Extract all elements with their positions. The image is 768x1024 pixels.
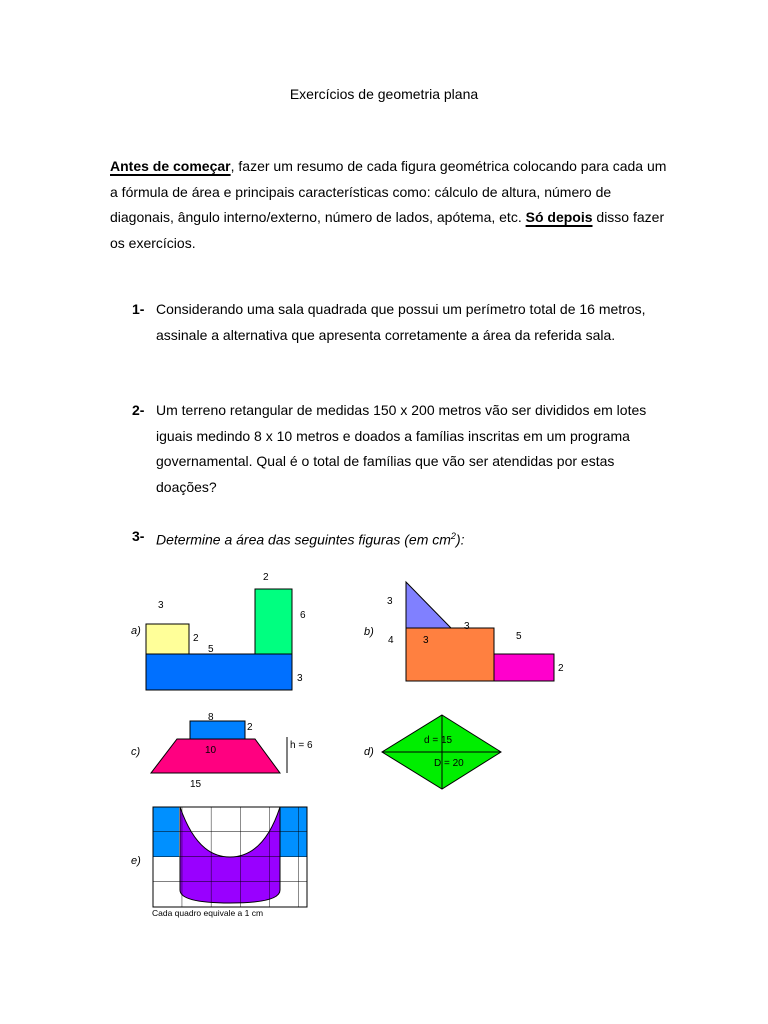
figure-a-dim: 3: [297, 673, 303, 684]
figure-a-tall-rect: [255, 589, 292, 654]
intro-emphasis: Só depois: [525, 209, 593, 225]
intro-text-2: disso fazer os exercícios.: [110, 209, 665, 251]
question-text-after: ):: [455, 531, 465, 548]
question-text: Considerando uma sala quadrada que possui um perímetro total de 16 metros, assinale a alternativa que apresenta corretamente a área da referida sala.: [156, 301, 646, 343]
figure-e-grid: [153, 807, 307, 907]
figure-c-dim: 10: [205, 745, 217, 756]
figure-b-label: b): [364, 626, 374, 638]
figure-a-dim: 3: [158, 600, 164, 611]
figure-b-dim: 2: [558, 663, 564, 674]
figure-b-dim: 3: [387, 596, 393, 607]
figure-a-dim: 6: [300, 610, 306, 621]
figure-c-height: h = 6: [290, 740, 313, 751]
figure-b-square: [406, 628, 494, 681]
figure-a-dim: 2: [193, 633, 199, 644]
question-text-before: Determine a área das seguintes figuras (em cm: [156, 531, 451, 548]
figure-a-dim: 2: [263, 572, 269, 583]
figure-e: [131, 807, 307, 918]
intro-lead: Antes de começar: [110, 158, 231, 174]
figure-b: [364, 582, 564, 681]
figure-a-dim: 5: [208, 644, 214, 655]
question-superscript: 2: [450, 531, 456, 541]
figure-d-large-diagonal-label: D = 20: [434, 758, 464, 769]
figure-b-triangle: [406, 582, 451, 628]
figure-a-label: a): [131, 625, 141, 637]
figure-b-dim: 4: [388, 635, 394, 646]
figure-a-base-rect: [146, 654, 292, 690]
figure-d: [364, 715, 501, 789]
figure-c: [131, 712, 313, 790]
figure-e-caption: Cada quadro equivale a 1 cm: [152, 908, 264, 918]
figure-c-dim: 15: [190, 779, 202, 790]
figure-b-dim: 3: [464, 621, 470, 632]
question-number: 2-: [132, 402, 145, 418]
figure-a-small-rect: [146, 624, 189, 654]
intro-text-1: , fazer um resumo de cada figura geométrica colocando para cada um a fórmula de área e principais características como: cálculo de altura, número de diagonais, ângulo interno/externo, número de lados, apótema, etc.: [110, 158, 667, 225]
figure-c-dim: 2: [247, 722, 253, 733]
figure-b-rect: [494, 654, 554, 681]
question-number: 1-: [132, 301, 145, 317]
figure-c-label: c): [131, 746, 141, 758]
figure-e-label: e): [131, 855, 141, 867]
figure-d-label: d): [364, 746, 374, 758]
figure-d-small-diagonal-label: d = 15: [424, 735, 453, 746]
question-number: 3-: [132, 528, 145, 544]
figure-a: [131, 572, 306, 690]
figure-c-top-rect: [190, 721, 245, 739]
figure-c-dim: 8: [208, 712, 214, 723]
page-title: Exercícios de geometria plana: [289, 86, 479, 102]
figure-b-dim: 3: [423, 635, 429, 646]
question-text: Um terreno retangular de medidas 150 x 200 metros vão ser divididos em lotes iguais medindo 8 x 10 metros e doados a famílias inscritas em um programa governamental. Qual é o total de famílias que vão ser atendidas por estas doações?: [156, 402, 647, 495]
figure-b-dim: 5: [516, 631, 522, 642]
